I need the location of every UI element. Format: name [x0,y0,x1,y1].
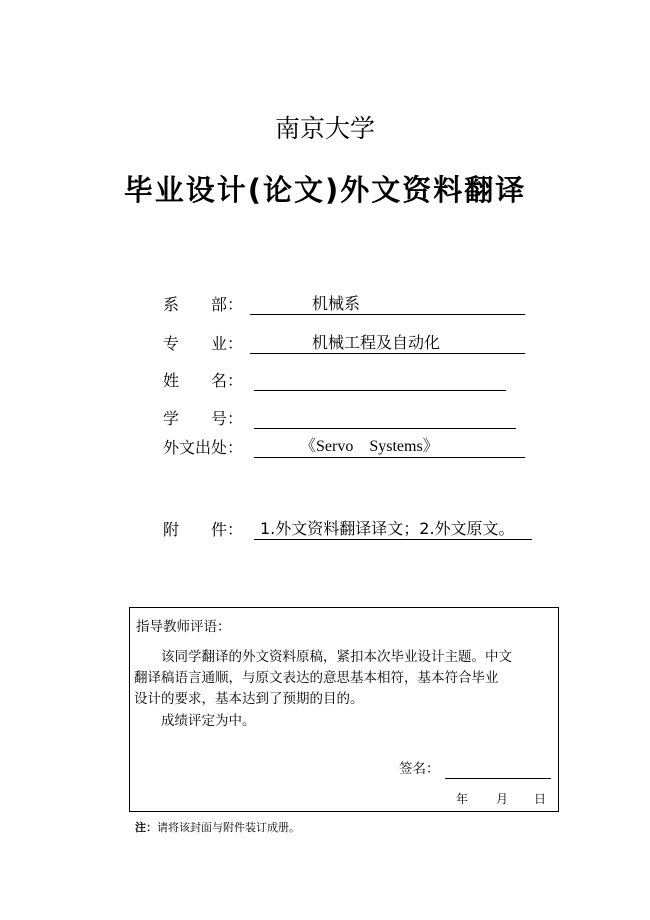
major-field [250,333,525,354]
university-name: 南京大学 [274,114,375,143]
department-field [250,294,525,315]
attachment-label: 附 件： [163,520,244,539]
comment-line-3: 设计的要求，基本达到了预期的目的。 [134,691,364,707]
comment-heading: 指导教师评语： [136,619,231,635]
comment-line-1: 该同学翻译的外文资料原稿，紧扣本次毕业设计主题。中文 [161,649,512,665]
document-title: 毕业设计(论文)外文资料翻译 [123,173,527,207]
advisor-comment-box [129,607,559,812]
department-label: 系 部： [163,295,244,314]
name-field [254,370,506,391]
attachment-value: 1.外文资料翻译译文；2.外文原文。 [260,519,515,538]
student-id-field [254,408,516,429]
name-label: 姓 名： [163,371,244,390]
major-label: 专 业： [163,334,244,353]
note-text: 请将该封面与附件装订成册。 [157,821,300,834]
source-label: 外文出处： [163,438,244,457]
signature-label: 签名： [399,761,440,777]
grade-text: 成绩评定为中。 [161,713,256,729]
attachment-field [254,519,532,540]
date-year: 年 [456,792,469,806]
major-value: 机械工程及自动化 [312,333,441,352]
student-id-label: 学 号： [163,409,244,428]
date-month: 月 [496,792,509,806]
source-field [254,437,525,458]
source-value: 《Servo Systems》 [300,438,439,455]
date-day: 日 [534,792,547,806]
signature-line [445,778,551,779]
department-value: 机械系 [312,294,361,313]
note-prefix: 注： [135,821,157,834]
comment-line-2: 翻译稿语言通顺，与原文表达的意思基本相符，基本符合毕业 [134,670,499,686]
footer-note [135,820,300,836]
